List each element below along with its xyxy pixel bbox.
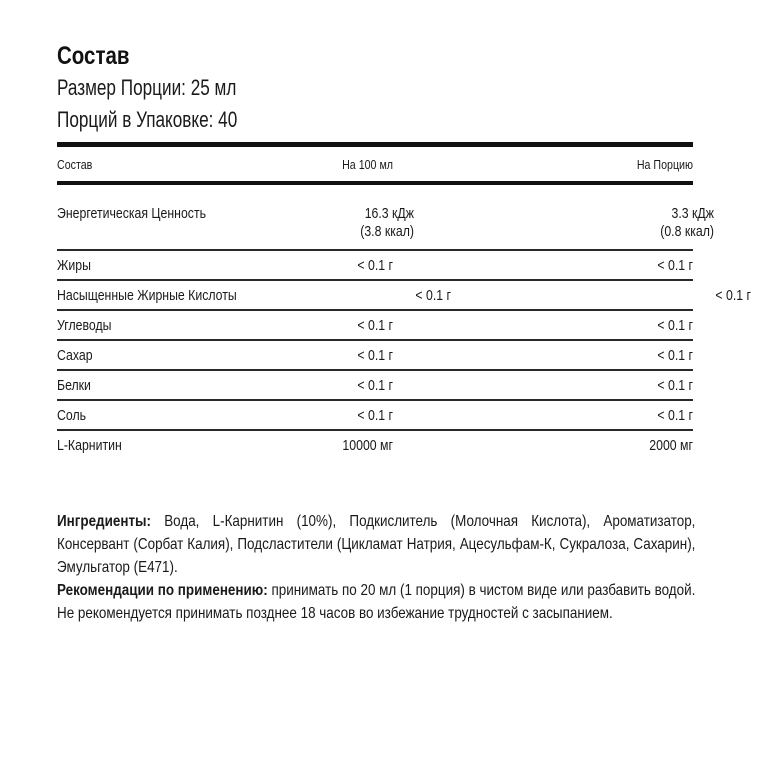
usage-paragraph — [57, 579, 695, 625]
nutrient-name: Белки — [57, 376, 91, 394]
servings-per-pack: Порций в Упаковке: 40 — [57, 107, 238, 132]
value-per-serving: < 0.1 г — [657, 376, 693, 394]
table-body — [57, 185, 752, 459]
table-row — [57, 371, 693, 401]
nutrient-name: Энергетическая Ценность — [57, 205, 206, 222]
nutrient-name: Углеводы — [57, 316, 112, 334]
nutrient-name: Насыщенные Жирные Кислоты — [57, 286, 237, 304]
nutrient-name: Жиры — [57, 256, 91, 274]
nutrient-name: Соль — [57, 406, 87, 424]
table-row — [57, 311, 693, 341]
ingredients-label: Ингредиенты: — [57, 513, 151, 530]
ingredients-paragraph — [57, 510, 695, 579]
ingredients-text: Вода, L-Карнитин (10%), Подкислитель (Молочная Кислота), Ароматизатор, Консервант (Сорбат Калия), Подсластители (Цикламат Натрия, Ацесульфам-К, Сукралоза, Сахарин), Эмульгатор (E471). — [57, 513, 696, 576]
value-per-serving: 2000 мг — [649, 436, 693, 454]
ingredients-section — [57, 510, 695, 625]
value-per-100ml-kcal: (3.8 ккал) — [359, 223, 414, 240]
value-per-100ml: < 0.1 г — [357, 376, 393, 394]
value-per-100ml: < 0.1 г — [357, 346, 393, 364]
value-per-100ml: < 0.1 г — [357, 256, 393, 274]
value-per-serving: 3.3 кДж — [671, 205, 714, 222]
value-per-100ml: 16.3 кДж — [364, 205, 414, 222]
table-row — [57, 281, 752, 311]
nutrient-name: L-Карнитин — [57, 436, 122, 454]
column-header-name: Состав — [57, 156, 93, 172]
table-row — [57, 341, 693, 371]
value-per-serving: < 0.1 г — [657, 346, 693, 364]
value-per-100ml: 10000 мг — [342, 436, 393, 454]
nutrient-name: Сахар — [57, 346, 93, 364]
serving-size: Размер Порции: 25 мл — [57, 75, 237, 100]
label-title: Состав — [57, 42, 130, 70]
usage-label: Рекомендации по применению: — [57, 582, 268, 599]
column-header-per100: На 100 мл — [342, 156, 393, 172]
value-per-serving-kcal: (0.8 ккал) — [659, 223, 714, 240]
table-row — [57, 185, 714, 251]
value-per-serving: < 0.1 г — [715, 286, 752, 304]
value-per-serving: < 0.1 г — [657, 406, 693, 424]
column-header-per-serving: На Порцию — [636, 156, 693, 172]
table-row — [57, 431, 693, 459]
value-per-100ml: < 0.1 г — [415, 286, 452, 304]
nutrition-label — [57, 40, 752, 459]
value-per-100ml: < 0.1 г — [357, 316, 393, 334]
table-row — [57, 401, 693, 431]
table-header — [57, 147, 693, 185]
value-per-100ml: < 0.1 г — [357, 406, 393, 424]
table-row — [57, 251, 693, 281]
value-per-serving: < 0.1 г — [657, 256, 693, 274]
usage-text: принимать по 20 мл (1 порция) в чистом виде или разбавить водой. Не рекомендуется принимать позднее 18 часов во избежание трудностей с засыпанием. — [57, 582, 696, 622]
value-per-serving: < 0.1 г — [657, 316, 693, 334]
